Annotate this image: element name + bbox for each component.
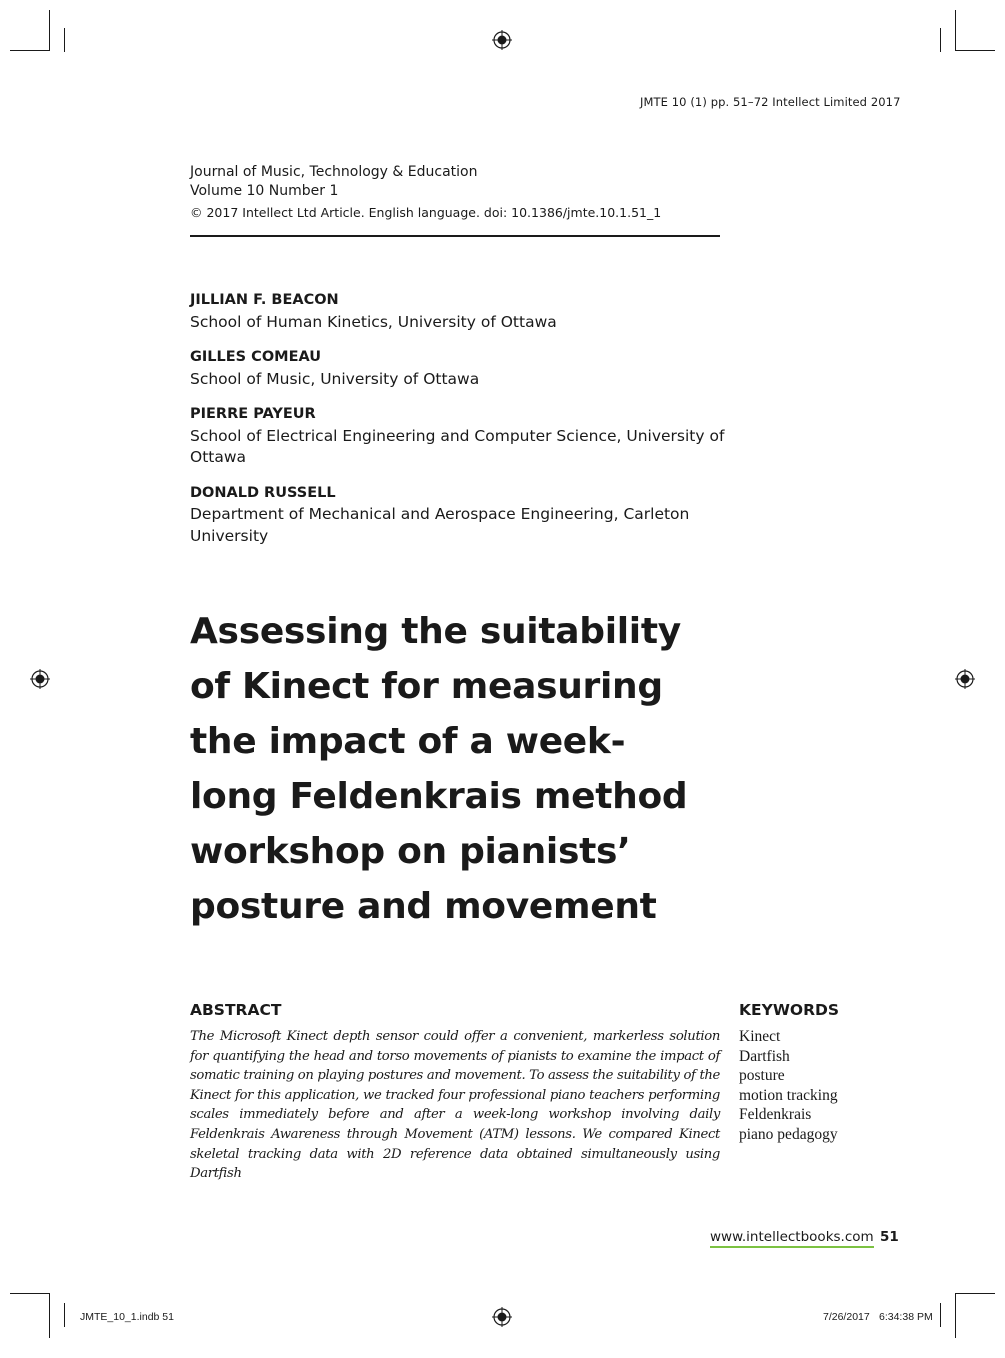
crop-mark (49, 10, 50, 50)
crop-mark (64, 28, 65, 52)
crop-mark (955, 1293, 995, 1294)
author-name: JILLIAN F. BEACON (190, 292, 339, 308)
abstract-heading: ABSTRACT (190, 1001, 282, 1019)
crop-mark (940, 1303, 941, 1327)
title-line: the impact of a week- (190, 721, 626, 762)
author-affiliation: School of Electrical Engineering and Computer Science, University of Ottawa (190, 426, 725, 466)
crop-mark (10, 50, 50, 51)
author-name: GILLES COMEAU (190, 349, 322, 365)
crop-mark (940, 28, 941, 52)
title-line: of Kinect for measuring (190, 666, 663, 707)
crop-mark (49, 1293, 50, 1338)
keyword-item: piano pedagogy (739, 1125, 838, 1143)
keyword-item: Dartfish (739, 1047, 790, 1065)
author-entry (190, 404, 725, 469)
title-line: long Feldenkrais method (190, 776, 688, 817)
keywords-list (739, 1027, 838, 1145)
article-title (190, 604, 690, 934)
author-entry (190, 483, 725, 548)
slug-date: 7/26/2017 (823, 1311, 870, 1323)
keywords-heading: KEYWORDS (739, 1001, 840, 1019)
title-line: workshop on pianists’ (190, 831, 631, 872)
publisher-url-link[interactable]: www.intellectbooks.com (710, 1229, 874, 1248)
keyword-item: motion tracking (739, 1086, 838, 1104)
registration-mark-icon (955, 669, 975, 689)
author-entry (190, 347, 725, 390)
author-list (190, 290, 725, 561)
journal-volume: Volume 10 Number 1 (190, 183, 339, 199)
title-line: Assessing the suitability (190, 611, 681, 652)
running-head: JMTE 10 (1) pp. 51–72 Intellect Limited 2017 (640, 95, 901, 109)
keyword-item: Feldenkrais (739, 1106, 812, 1124)
journal-info (190, 163, 661, 222)
keyword-item: posture (739, 1067, 785, 1085)
crop-mark (10, 1293, 50, 1294)
author-affiliation: Department of Mechanical and Aerospace Engineering, Carleton University (190, 505, 690, 545)
journal-name: Journal of Music, Technology & Education (190, 164, 478, 180)
crop-mark (64, 1303, 65, 1327)
abstract-text: The Microsoft Kinect depth sensor could offer a convenient, markerless solution for quantifying the head and torso movements of pianists to examine the impact of somatic training on playing postures and movement. To assess the suitability of the Kinect for this application, we tracked four professional piano teachers performing scales immediately before and after a week-long workshop involving daily Feldenkrais Awareness through Movement (ATM) lessons. We compared Kinect skeletal tracking data with 2D reference data obtained simultaneously using Dartfish (190, 1029, 720, 1182)
registration-mark-icon (492, 1307, 512, 1327)
title-line: posture and movement (190, 886, 657, 927)
page-number: 51 (880, 1229, 899, 1245)
keyword-item: Kinect (739, 1028, 781, 1045)
author-entry (190, 290, 725, 333)
author-affiliation: School of Music, University of Ottawa (190, 369, 480, 388)
slug-time: 6:34:38 PM (879, 1311, 933, 1323)
crop-mark (955, 10, 956, 50)
registration-mark-icon (492, 30, 512, 50)
crop-mark (955, 50, 995, 51)
header-rule (190, 235, 720, 237)
author-name: PIERRE PAYEUR (190, 406, 316, 422)
author-affiliation: School of Human Kinetics, University of Ottawa (190, 312, 557, 331)
copyright-line: © 2017 Intellect Ltd Article. English language. doi: 10.1386/jmte.10.1.51_1 (190, 205, 662, 220)
author-name: DONALD RUSSELL (190, 484, 336, 501)
slug-filename: JMTE_10_1.indb 51 (80, 1311, 174, 1323)
registration-mark-icon (30, 669, 50, 689)
crop-mark (955, 1293, 956, 1338)
